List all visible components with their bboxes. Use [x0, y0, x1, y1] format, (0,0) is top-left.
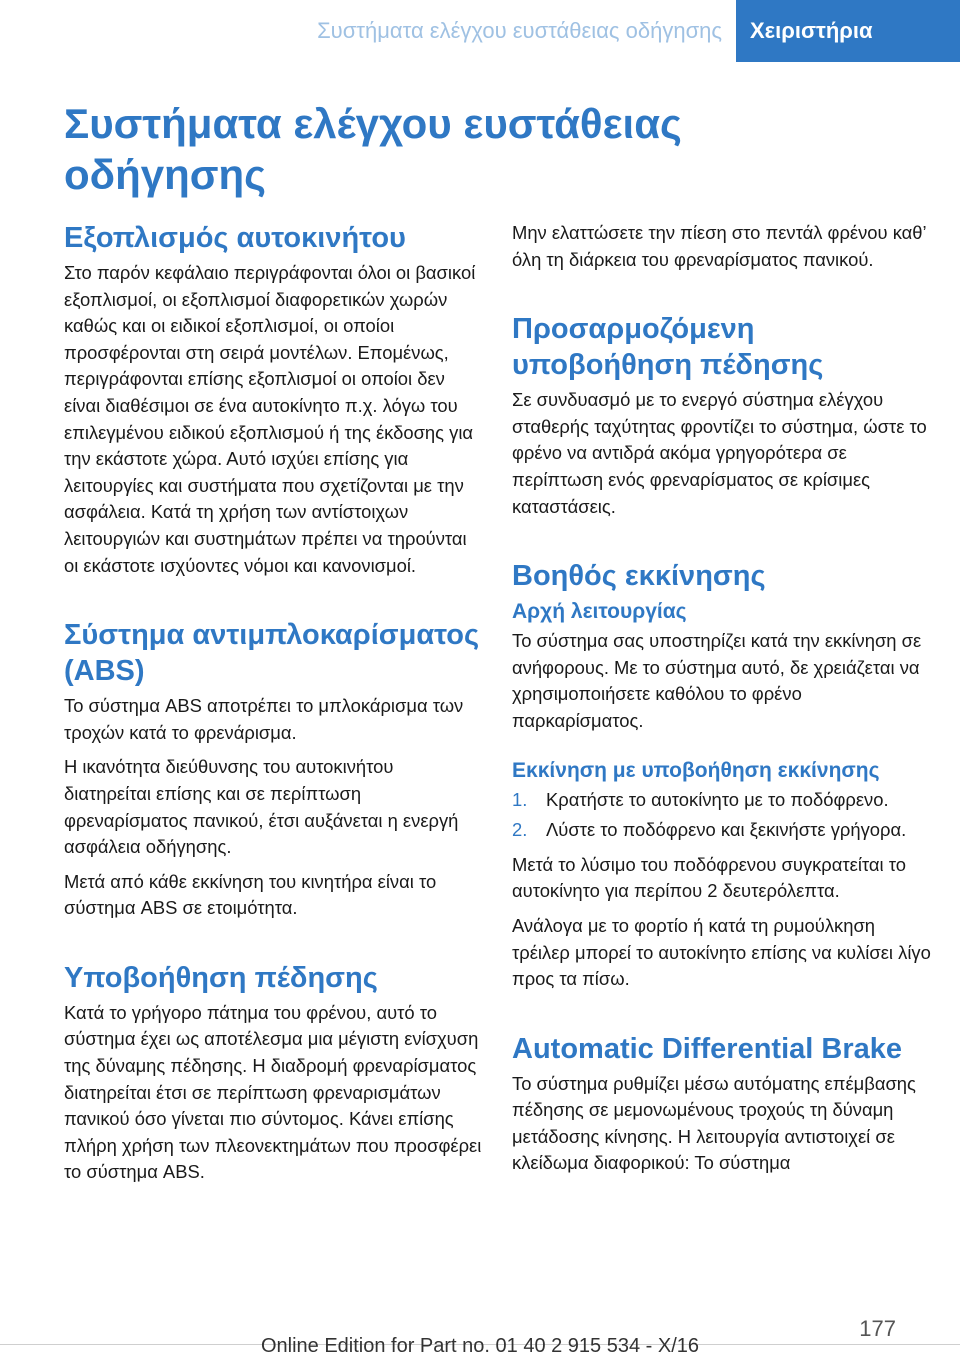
heading-vehicle-equipment: Εξοπλισμός αυτοκινήτου: [64, 222, 406, 254]
heading-brake-assist: Υποβοήθηση πέδησης: [64, 961, 378, 994]
heading-abs: Σύστημα αντιμπλοκαρίσματος (ABS): [64, 619, 480, 688]
step-text: Κρατήστε το αυτοκίνητο με το ποδόφρενο.: [546, 788, 889, 810]
paragraph-abs-3: Μετά από κάθε εκκίνηση του κινητήρα είναι το σύστημα ABS σε ετοιμότητα.: [64, 870, 437, 919]
list-item: [512, 787, 932, 814]
steps-list: [512, 787, 932, 844]
paragraph-abs-1: Το σύστημα ABS αποτρέπει το μπλοκάρισμα των τροχών κατά το φρενάρισμα.: [64, 695, 464, 743]
right-column: [512, 220, 932, 1185]
paragraph-brake-assist: Κατά το γρήγορο πάτημα του φρένου, αυτό το σύστημα έχει ως αποτέλεσμα μια μέγιστη ενίσχυση της δύναμης πέδησης. Η διαδρομή φρεναρίσματος διατηρείται έτσι σε περίπτωση φρεναρισμάτων πανικού όσο γίνεται πιο σύντομος. Κάνει επίσης πλήρη χρήση των πλεονεκτημάτων που προσφέρει το σύστημα ABS.: [64, 1001, 482, 1183]
step-number: 2.: [512, 819, 528, 841]
step-text: Λύστε το ποδόφρενο και ξεκινήστε γρήγορα.: [546, 819, 907, 841]
subheading-principle: Αρχή λειτουργίας: [512, 600, 687, 624]
paragraph-roll-back: Ανάλογα με το φορτίο ή κατά τη ρυμούλκηση τρέιλερ μπορεί το αυτοκίνητο επίσης να κυλίσει λίγο προς τα πίσω.: [512, 914, 931, 990]
heading-automatic-differential-brake: Automatic Differential Brake: [512, 1032, 902, 1065]
left-column: [64, 220, 484, 1194]
header-section-title: Συστήματα ελέγχου ευστάθειας οδήγησης: [290, 0, 736, 62]
list-item: [512, 817, 932, 844]
paragraph-adaptive-brake-assist: Σε συνδυασμό με το ενεργό σύστημα ελέγχου σταθερής ταχύτητας φροντίζει το σύστημα, ώστε το φρένο να αντιδρά ακόμα γρηγορότερα σε περίπτωση ενός φρεναρίσματος σε κρίσιμες καταστάσεις.: [512, 389, 927, 517]
paragraph-brake-pedal: Μην ελαττώσετε την πίεση στο πεντάλ φρένου καθ’ όλη τη διάρκεια του φρεναρίσματος πανικού.: [512, 222, 926, 270]
paragraph-hold-duration: Μετά το λύσιμο του ποδόφρενου συγκρατείται το αυτοκίνητο για περίπου 2 δευτερόλεπτα.: [512, 853, 906, 902]
subheading-start-with-assist: Εκκίνηση με υποβοήθηση εκκίνησης: [512, 758, 880, 782]
paragraph-vehicle-equipment: Στο παρόν κεφάλαιο περιγράφονται όλοι οι βασικοί εξοπλισμοί, οι εξοπλισμοί διαφορετικών χωρών καθώς και οι ειδικοί εξοπλισμοί, οι οποίοι προσφέρονται στη σειρά μοντέλων. Επομένως, περιγράφονται επίσης εξοπλισμοί οι οποίοι δεν είναι διαθέσιμοι σε ένα αυτοκίνητο π.χ. λόγω του επιλεγμένου ειδικού εξοπλισμού ή της έκδοσης για την εκάστοτε χώρα. Αυτό ισχύει επίσης για λειτουργίες και συστήματα που σχετίζονται με την ασφάλεια. Κατά τη χρήση των αντίστοιχων λειτουργιών και συστημάτων πρέπει να τηρούνται οι εκάστοτε ισχύοντες νόμοι και κανονισμοί.: [64, 262, 476, 576]
paragraph-abs-2: Η ικανότητα διεύθυνσης του αυτοκινήτου διατηρείται επίσης και σε περίπτωση φρεναρίσματος πανικού, έτσι αυξάνεται η ενεργή ασφάλεια οδήγησης.: [64, 756, 459, 858]
header-chapter-tab: Χειριστήρια: [736, 0, 960, 62]
page-title: Συστήματα ελέγχου ευστάθειας οδήγησης: [64, 100, 682, 198]
heading-adaptive-brake-assist: Προσαρμοζόμενη υποβοήθηση πέδησης: [512, 313, 824, 382]
page-number: 177: [859, 1316, 896, 1341]
step-number: 1.: [512, 788, 528, 810]
page-header: [0, 0, 960, 62]
paragraph-principle: Το σύστημα σας υποστηρίζει κατά την εκκίνηση σε ανήφορους. Με το σύστημα αυτό, δε χρειάζεται να χρησιμοποιήσετε καθόλου το φρένο παρκαρίσματος.: [512, 630, 922, 731]
heading-hill-start-assist: Βοηθός εκκίνησης: [512, 560, 766, 593]
paragraph-automatic-differential-brake: Το σύστημα ρυθμίζει μέσω αυτόματης επέμβασης πέδησης σε μεμονωμένους τροχούς τη δύναμη μετάδοσης κίνησης. Η λειτουργία αντιστοιχεί σε κλείδωμα διαφορικού: Το σύστημα: [512, 1072, 916, 1174]
footer-edition: Online Edition for Part no. 01 40 2 915 534 - X/16: [260, 1335, 700, 1357]
